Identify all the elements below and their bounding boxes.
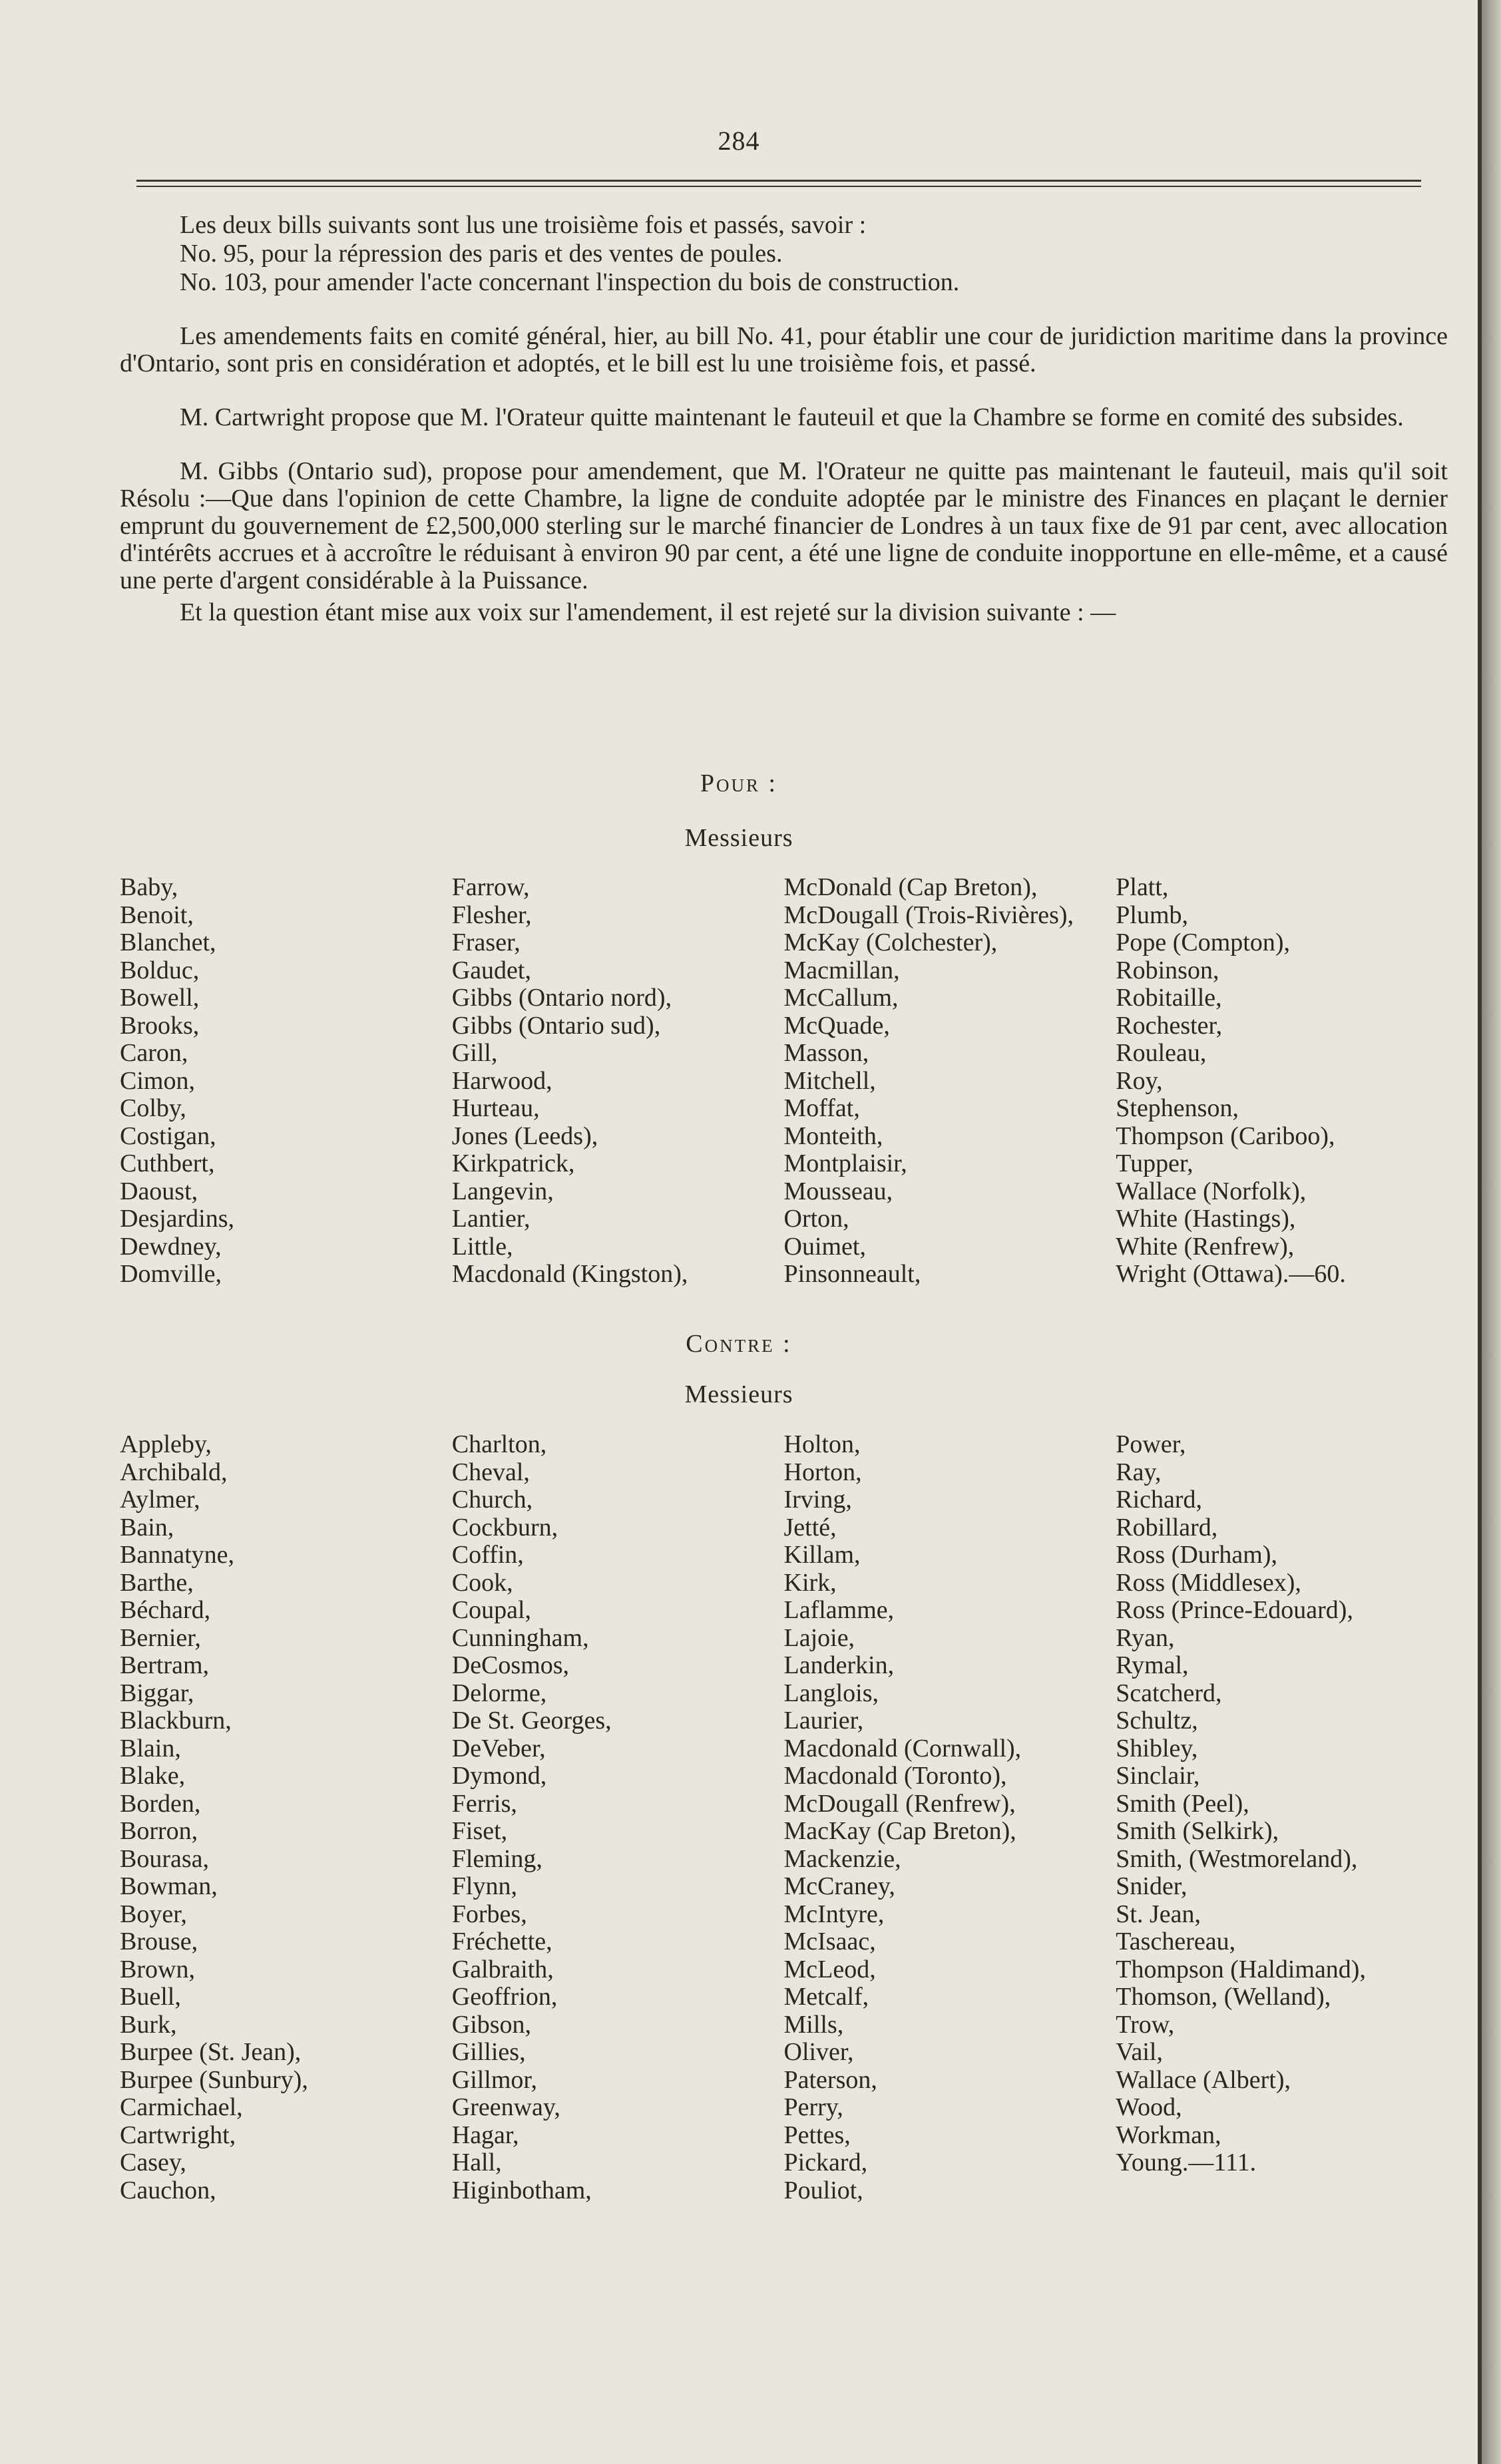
contre-member-name: Hagar, <box>451 2121 519 2149</box>
pour-member-name: Gill, <box>451 1039 498 1067</box>
contre-member-name: Smith, (Westmoreland), <box>1116 1844 1358 1873</box>
pour-member-name: Hurteau, <box>451 1094 540 1122</box>
pour-member-name: Mousseau, <box>783 1177 893 1205</box>
contre-member-name: Delorme, <box>451 1679 547 1707</box>
pour-member-name: Robitaille, <box>1116 984 1222 1012</box>
contre-member-name: Ross (Middlesex), <box>1116 1568 1301 1597</box>
pour-member-name: Wallace (Norfolk), <box>1116 1177 1307 1205</box>
contre-member-name: Appleby, <box>120 1430 212 1458</box>
binding-shadow <box>1482 0 1501 2464</box>
pour-member-name: McCallum, <box>783 984 899 1012</box>
contre-member-name: Fréchette, <box>451 1928 552 1955</box>
contre-member-name: St. Jean, <box>1116 1900 1201 1928</box>
contre-member-name: Wood, <box>1116 2093 1182 2121</box>
contre-member-name: Mills, <box>783 2010 844 2039</box>
pour-member-name: Roy, <box>1116 1066 1163 1095</box>
contre-member-name: Coupal, <box>451 1596 532 1624</box>
pour-subheading: Messieurs <box>684 824 793 852</box>
pour-column <box>1116 874 1448 1289</box>
pour-member-name: Robinson, <box>1116 956 1219 984</box>
pour-member-name: McDougall (Trois-Rivières), <box>783 901 1074 929</box>
body-text <box>120 212 1448 631</box>
contre-member-name: Metcalf, <box>783 1983 869 2011</box>
contre-member-name: Power, <box>1116 1430 1186 1458</box>
pour-member-name: Bowell, <box>120 984 200 1012</box>
contre-member-name: Burpee (Sunbury), <box>120 2065 308 2094</box>
paragraph: No. 103, pour amender l'acte concernant l'inspection du bois de construction. <box>180 268 960 296</box>
contre-member-name: Hall, <box>451 2149 502 2176</box>
contre-member-name: Cunningham, <box>451 1623 589 1652</box>
contre-member-name: Blain, <box>120 1734 181 1762</box>
pour-member-name: Stephenson, <box>1116 1094 1239 1122</box>
pour-member-name: Pope (Compton), <box>1116 928 1291 956</box>
contre-member-name: Ferris, <box>451 1789 517 1818</box>
contre-member-name: Schultz, <box>1116 1707 1198 1735</box>
contre-member-name: Bertram, <box>120 1651 210 1679</box>
contre-member-name: Lajoie, <box>783 1623 855 1652</box>
contre-member-name: Irving, <box>783 1486 852 1514</box>
contre-member-name: Forbes, <box>451 1900 527 1928</box>
pour-member-name: McKay (Colchester), <box>783 928 998 956</box>
contre-member-name: Langlois, <box>783 1679 879 1707</box>
contre-member-name: Cheval, <box>451 1458 530 1486</box>
pour-member-name: Ouimet, <box>783 1232 866 1261</box>
contre-member-name: Biggar, <box>120 1679 194 1707</box>
contre-member-name: Bowman, <box>120 1872 218 1900</box>
contre-member-name: Fiset, <box>451 1817 508 1845</box>
pour-member-name: Harwood, <box>451 1066 552 1095</box>
pour-member-name: Tupper, <box>1116 1149 1193 1177</box>
contre-member-name: Laflamme, <box>783 1596 895 1624</box>
pour-member-name: Cuthbert, <box>120 1149 215 1177</box>
pour-column <box>784 874 1116 1289</box>
contre-column <box>784 1431 1116 2204</box>
contre-member-name: Laurier, <box>783 1707 864 1735</box>
contre-member-name: Cockburn, <box>451 1513 558 1541</box>
contre-member-name: Cartwright, <box>120 2121 236 2149</box>
pour-member-name: Orton, <box>783 1205 849 1233</box>
pour-heading: Pour : <box>700 769 778 797</box>
pour-member-name: Langevin, <box>451 1177 554 1205</box>
contre-member-name: Snider, <box>1116 1872 1187 1900</box>
pour-member-name: Jones (Leeds), <box>451 1122 598 1150</box>
contre-member-name: Ryan, <box>1116 1623 1175 1652</box>
pour-member-name: McQuade, <box>783 1011 890 1040</box>
pour-member-name: Gaudet, <box>451 956 531 984</box>
contre-member-name: Young.—111. <box>1116 2149 1257 2176</box>
contre-member-name: Rymal, <box>1116 1651 1189 1679</box>
contre-member-name: Burpee (St. Jean), <box>120 2038 302 2066</box>
contre-member-name: Paterson, <box>783 2065 877 2094</box>
contre-member-name: Casey, <box>120 2149 186 2176</box>
contre-member-name: Carmichael, <box>120 2093 243 2121</box>
contre-member-name: Landerkin, <box>783 1651 895 1679</box>
paragraph: Les amendements faits en comité général, hier, au bill No. 41, pour établir une cour de juridiction maritime dans la province d'Ontario, sont pris en considération et adoptés, et le bill est lu une troisième fois, et passé. <box>120 322 1448 377</box>
contre-member-name: DeVeber, <box>451 1734 546 1762</box>
contre-member-name: Higinbotham, <box>451 2176 592 2204</box>
pour-member-name: Moffat, <box>783 1094 860 1122</box>
contre-member-name: Burk, <box>120 2010 177 2039</box>
contre-subheading: Messieurs <box>684 1380 793 1408</box>
pour-member-name: Thompson (Cariboo), <box>1116 1122 1335 1150</box>
contre-member-name: Gillmor, <box>451 2065 538 2094</box>
contre-member-name: Flynn, <box>451 1872 517 1900</box>
header-rule-thin <box>136 186 1421 187</box>
contre-member-name: Dymond, <box>451 1762 547 1790</box>
contre-member-name: McIntyre, <box>783 1900 885 1928</box>
contre-member-name: Charlton, <box>451 1430 547 1458</box>
paragraph: Et la question étant mise aux voix sur l'amendement, il est rejeté sur la division suivante : — <box>180 598 1116 626</box>
contre-member-name: Geoffrion, <box>451 1983 558 2011</box>
contre-member-name: Vail, <box>1116 2038 1163 2066</box>
contre-member-name: Galbraith, <box>451 1955 554 1983</box>
contre-member-name: Bourasa, <box>120 1844 210 1873</box>
page-number: 284 <box>718 126 760 156</box>
pour-member-name: Macmillan, <box>783 956 900 984</box>
contre-member-name: Cauchon, <box>120 2176 216 2204</box>
paragraph: M. Gibbs (Ontario sud), propose pour amendement, que M. l'Orateur ne quitte pas maintenant le fauteuil, mais qu'il soit Résolu :—Que dans l'opinion de cette Chambre, la ligne de conduite adoptée par le ministre des Finances en plaçant le dernier emprunt du gouvernement de £2,500,000 sterling sur le marché financier de Londres à un taux fixe de 91 par cent, avec allocation d'intérêts accrues et à accroître le réduisant à environ 90 par cent, a été une ligne de conduite inopportune en elle-même, et a causé une perte d'argent considérable à la Puissance. <box>120 457 1448 594</box>
pour-member-name: Daoust, <box>120 1177 198 1205</box>
contre-member-name: Fleming, <box>451 1844 542 1873</box>
contre-member-name: Robillard, <box>1116 1513 1218 1541</box>
contre-member-name: McLeod, <box>783 1955 876 1983</box>
contre-member-name: Mackenzie, <box>783 1844 901 1873</box>
contre-member-name: Wallace (Albert), <box>1116 2065 1291 2094</box>
pour-member-name: White (Hastings), <box>1116 1205 1296 1233</box>
contre-member-name: Richard, <box>1116 1486 1203 1514</box>
contre-member-name: Buell, <box>120 1983 181 2011</box>
pour-member-name: Kirkpatrick, <box>451 1149 575 1177</box>
contre-member-name: Macdonald (Toronto), <box>783 1762 1007 1790</box>
pour-member-name: Monteith, <box>783 1122 883 1150</box>
pour-member-name: Montplaisir, <box>783 1149 907 1177</box>
contre-member-name: Aylmer, <box>120 1486 200 1514</box>
pour-member-name: Gibbs (Ontario sud), <box>451 1011 661 1040</box>
pour-member-name: Bolduc, <box>120 956 200 984</box>
pour-member-name: Flesher, <box>451 901 532 929</box>
contre-column <box>452 1431 784 2204</box>
pour-member-name: Desjardins, <box>120 1205 235 1233</box>
pour-name-list <box>120 874 1448 1289</box>
contre-member-name: Bannatyne, <box>120 1541 235 1569</box>
contre-member-name: Barthe, <box>120 1568 194 1597</box>
contre-column <box>1116 1431 1448 2204</box>
contre-member-name: Workman, <box>1116 2121 1221 2149</box>
pour-member-name: Little, <box>451 1232 513 1261</box>
pour-member-name: Gibbs (Ontario nord), <box>451 984 672 1012</box>
contre-member-name: Bernier, <box>120 1623 201 1652</box>
pour-member-name: Benoit, <box>120 901 194 929</box>
contre-member-name: Scatcherd, <box>1116 1679 1222 1707</box>
pour-member-name: Wright (Ottawa).—60. <box>1116 1260 1346 1288</box>
contre-member-name: Ray, <box>1116 1458 1162 1486</box>
contre-member-name: Thompson (Haldimand), <box>1116 1955 1366 1983</box>
contre-member-name: Smith (Selkirk), <box>1116 1817 1279 1845</box>
contre-member-name: Ross (Durham), <box>1116 1541 1278 1569</box>
contre-member-name: Trow, <box>1116 2010 1175 2039</box>
contre-member-name: Pouliot, <box>783 2176 863 2204</box>
contre-member-name: McIsaac, <box>783 1928 876 1955</box>
pour-member-name: Rouleau, <box>1116 1039 1207 1067</box>
contre-member-name: Smith (Peel), <box>1116 1789 1249 1818</box>
contre-member-name: Oliver, <box>783 2038 854 2066</box>
pour-member-name: Cimon, <box>120 1066 195 1095</box>
pour-member-name: Baby, <box>120 873 178 901</box>
contre-member-name: Horton, <box>783 1458 862 1486</box>
pour-member-name: Caron, <box>120 1039 188 1067</box>
contre-member-name: Shibley, <box>1116 1734 1198 1762</box>
contre-member-name: Pickard, <box>783 2149 868 2176</box>
contre-member-name: Ross (Prince-Edouard), <box>1116 1596 1353 1624</box>
contre-member-name: Blake, <box>120 1762 186 1790</box>
pour-member-name: Domville, <box>120 1260 222 1288</box>
pour-member-name: Masson, <box>783 1039 869 1067</box>
contre-member-name: Church, <box>451 1486 533 1514</box>
contre-member-name: Sinclair, <box>1116 1762 1200 1790</box>
contre-member-name: Greenway, <box>451 2093 560 2121</box>
contre-name-list <box>120 1431 1448 2204</box>
pour-member-name: White (Renfrew), <box>1116 1232 1295 1261</box>
pour-member-name: Rochester, <box>1116 1011 1223 1040</box>
pour-member-name: Platt, <box>1116 873 1169 901</box>
pour-member-name: Costigan, <box>120 1122 216 1150</box>
contre-member-name: DeCosmos, <box>451 1651 570 1679</box>
pour-member-name: Blanchet, <box>120 928 216 956</box>
contre-member-name: Coffin, <box>451 1541 524 1569</box>
contre-member-name: Macdonald (Cornwall), <box>783 1734 1022 1762</box>
pour-member-name: Colby, <box>120 1094 186 1122</box>
paragraph: Les deux bills suivants sont lus une troisième fois et passés, savoir : <box>180 211 867 239</box>
contre-member-name: Brouse, <box>120 1928 198 1955</box>
contre-heading: Contre : <box>686 1330 792 1358</box>
pour-column <box>120 874 452 1289</box>
header-rule <box>136 180 1421 182</box>
contre-member-name: Cook, <box>451 1568 513 1597</box>
contre-member-name: De St. Georges, <box>451 1707 612 1735</box>
contre-member-name: Brown, <box>120 1955 195 1983</box>
pour-member-name: Brooks, <box>120 1011 200 1040</box>
contre-member-name: Jetté, <box>783 1513 837 1541</box>
contre-member-name: Perry, <box>783 2093 843 2121</box>
contre-member-name: Béchard, <box>120 1596 211 1624</box>
pour-member-name: Lantier, <box>451 1205 531 1233</box>
pour-member-name: Pinsonneault, <box>783 1260 921 1288</box>
contre-member-name: Archibald, <box>120 1458 228 1486</box>
contre-member-name: Thomson, (Welland), <box>1116 1983 1331 2011</box>
pour-member-name: Dewdney, <box>120 1232 222 1261</box>
contre-member-name: Kirk, <box>783 1568 837 1597</box>
contre-member-name: McCraney, <box>783 1872 895 1900</box>
pour-member-name: Fraser, <box>451 928 521 956</box>
pour-member-name: Farrow, <box>451 873 530 901</box>
contre-member-name: Borron, <box>120 1817 198 1845</box>
contre-member-name: Gillies, <box>451 2038 526 2066</box>
pour-member-name: Mitchell, <box>783 1066 876 1095</box>
pour-member-name: Macdonald (Kingston), <box>451 1260 688 1288</box>
pour-member-name: McDonald (Cap Breton), <box>783 873 1038 901</box>
pour-column <box>452 874 784 1289</box>
paragraph: M. Cartwright propose que M. l'Orateur quitte maintenant le fauteuil et que la Chambre se forme en comité des subsides. <box>180 403 1404 431</box>
contre-member-name: Pettes, <box>783 2121 851 2149</box>
contre-member-name: MacKay (Cap Breton), <box>783 1817 1016 1845</box>
contre-member-name: Gibson, <box>451 2010 532 2039</box>
contre-member-name: Killam, <box>783 1541 861 1569</box>
contre-member-name: Boyer, <box>120 1900 187 1928</box>
contre-member-name: Bain, <box>120 1513 174 1541</box>
contre-column <box>120 1431 452 2204</box>
contre-member-name: McDougall (Renfrew), <box>783 1789 1016 1818</box>
contre-member-name: Borden, <box>120 1789 201 1818</box>
contre-member-name: Taschereau, <box>1116 1928 1236 1955</box>
contre-member-name: Blackburn, <box>120 1707 232 1735</box>
pour-member-name: Plumb, <box>1116 901 1188 929</box>
paragraph: No. 95, pour la répression des paris et des ventes de poules. <box>180 240 783 268</box>
contre-member-name: Holton, <box>783 1430 861 1458</box>
